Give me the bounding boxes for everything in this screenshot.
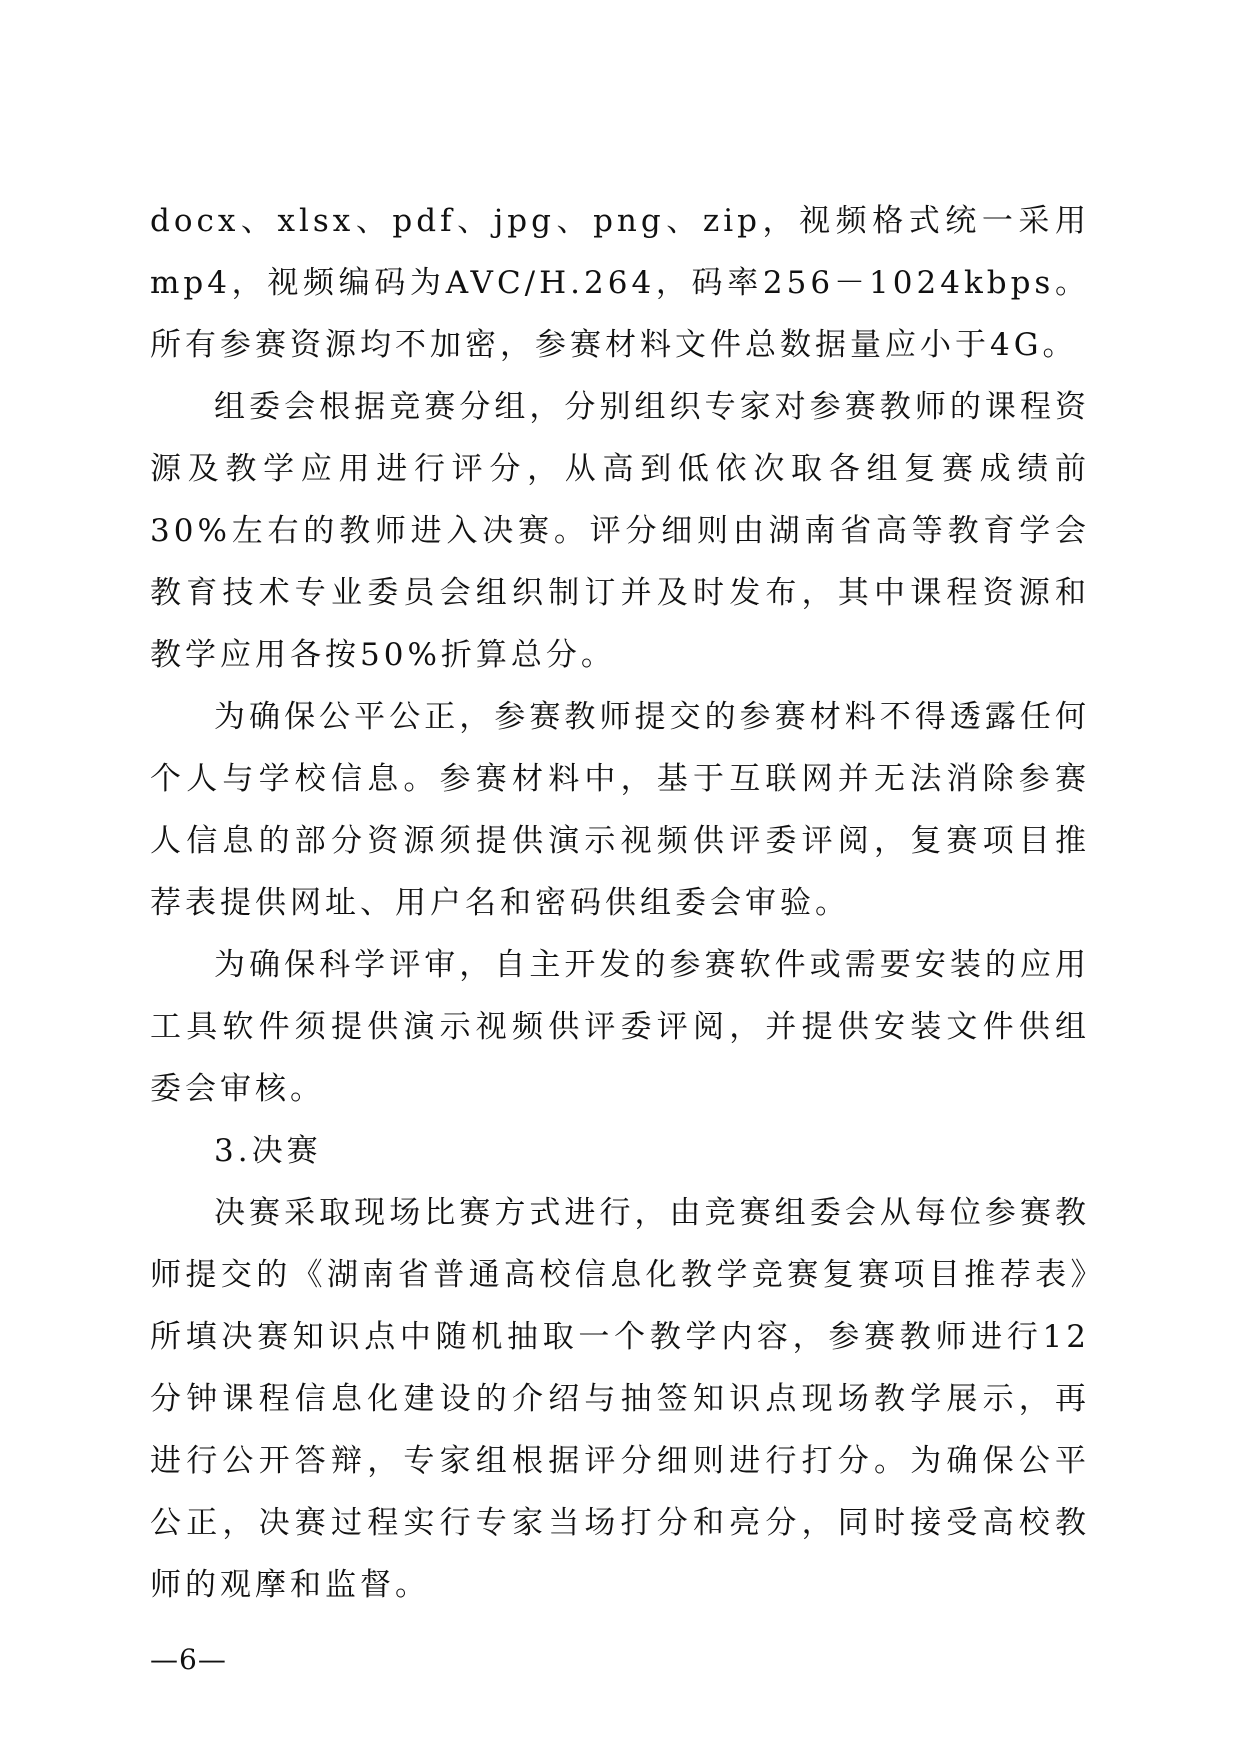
paragraph-final-competition: 决赛采取现场比赛方式进行，由竞赛组委会从每位参赛教师提交的《湖南省普通高校信息化教学竞赛复赛项目推荐表》所填决赛知识点中随机抽取一个教学内容，参赛教师进行12分钟课程信息化建设的介绍与抽签知识点现场教学展示，再进行公开答辩，专家组根据评分细则进行打分。为确保公平公正，决赛过程实行专家当场打分和亮分，同时接受高校教师的观摩和监督。 bbox=[150, 1195, 1090, 1603]
paragraph-review: 为确保科学评审，自主开发的参赛软件或需要安装的应用工具软件须提供演示视频供评委评阅，并提供安装文件供组委会审核。 bbox=[150, 947, 1090, 1107]
paragraph-fairness: 为确保公平公正，参赛教师提交的参赛材料不得透露任何个人与学校信息。参赛材料中，基于互联网并无法消除参赛人信息的部分资源须提供演示视频供评委评阅，复赛项目推荐表提供网址、用户名和密码供组委会审验。 bbox=[150, 699, 1090, 921]
section-heading-final: 3.决赛 bbox=[214, 1133, 322, 1169]
page-number: —6— bbox=[150, 1643, 227, 1676]
document-body bbox=[150, 190, 1090, 1616]
paragraph-scoring: 组委会根据竞赛分组，分别组织专家对参赛教师的课程资源及教学应用进行评分，从高到低依次取各组复赛成绩前30%左右的教师进入决赛。评分细则由湖南省高等教育学会教育技术专业委员会组织制订并及时发布，其中课程资源和教学应用各按50%折算总分。 bbox=[150, 389, 1090, 673]
paragraph-file-format: docx、xlsx、pdf、jpg、png、zip，视频格式统一采用mp4，视频编码为AVC/H.264，码率256－1024kbps。所有参赛资源均不加密，参赛材料文件总数据量应小于4G。 bbox=[150, 203, 1090, 363]
